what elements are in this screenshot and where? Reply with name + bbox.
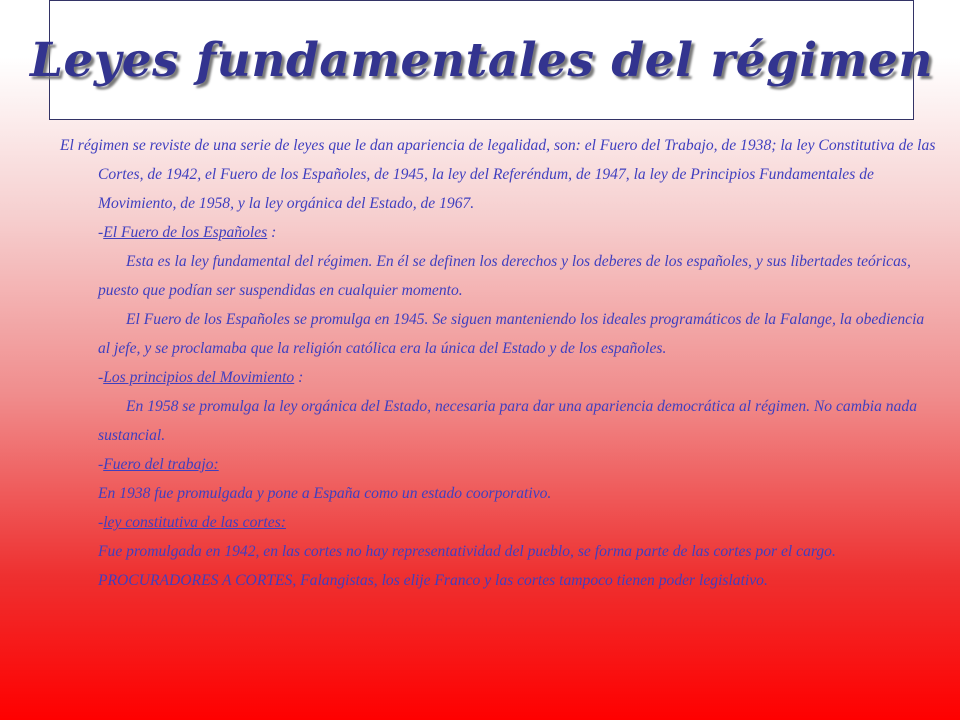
slide-title: Leyes fundamentales del régimen bbox=[29, 32, 934, 88]
section-heading-fuero-espanoles bbox=[60, 218, 940, 247]
title-box bbox=[29, 0, 934, 120]
heading-text: ley constitutiva de las cortes: bbox=[103, 514, 286, 531]
heading-dash: - bbox=[98, 456, 104, 473]
section-heading-cortes bbox=[60, 508, 940, 537]
paragraph-fuero-1945: El Fuero de los Españoles se promulga en 1945. Se siguen manteniendo los ideales programáticos de la Falange, la obediencia al jefe, y se proclamaba que la religión católica era la única del Estado y de los españoles. bbox=[98, 311, 925, 357]
heading-suffix: : bbox=[267, 224, 277, 241]
paragraph-fuero-definition: Esta es la ley fundamental del régimen. En él se definen los derechos y los deberes de los españoles, y sus libertades teóricas, puesto que podían ser suspendidas en cualquier momento. bbox=[98, 253, 911, 299]
intro-paragraph: El régimen se reviste de una serie de leyes que le dan apariencia de legalidad, son: el Fuero del Trabajo, de 1938; la ley Constitutiva de las Cortes, de 1942, el Fuero de los Españoles, de 1945, la ley del Referéndum, de 1947, la ley de Principios Fundamentales de Movimiento, de 1958, y la ley orgánica del Estado, de 1967. bbox=[60, 137, 936, 212]
heading-text: El Fuero de los Españoles bbox=[103, 224, 268, 241]
slide-content bbox=[60, 131, 940, 595]
paragraph-principios-1958: En 1958 se promulga la ley orgánica del Estado, necesaria para dar una apariencia democrática al régimen. No cambia nada sustancial. bbox=[98, 398, 917, 444]
heading-dash: - bbox=[98, 369, 104, 386]
section-heading-principios bbox=[60, 363, 940, 392]
heading-dash: - bbox=[98, 514, 104, 531]
heading-text: Los principios del Movimiento bbox=[103, 369, 295, 386]
section-heading-fuero-trabajo bbox=[60, 450, 940, 479]
heading-dash: - bbox=[98, 224, 104, 241]
paragraph-fuero-trabajo: En 1938 fue promulgada y pone a España como un estado coorporativo. bbox=[98, 485, 552, 502]
heading-text: Fuero del trabajo: bbox=[103, 456, 219, 473]
paragraph-cortes: Fue promulgada en 1942, en las cortes no hay representatividad del pueblo, se forma parte de las cortes por el cargo. PROCURADORES A CORTES, Falangistas, los elije Franco y las cortes tampoco tienen poder legislativo. bbox=[98, 543, 836, 589]
heading-suffix: : bbox=[294, 369, 304, 386]
